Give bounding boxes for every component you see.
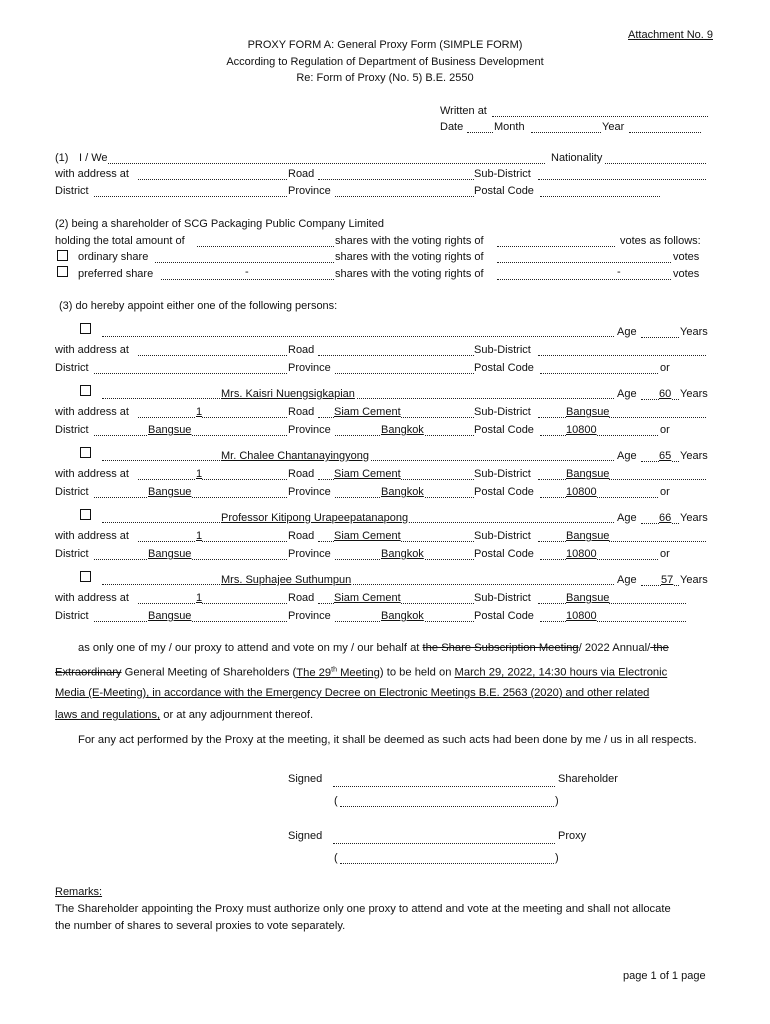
preferred-shares-dash: - xyxy=(245,266,249,278)
proxy-4-district: Bangsue xyxy=(148,610,192,622)
total-shares-field[interactable] xyxy=(197,246,334,247)
section1-number: (1) xyxy=(55,152,69,164)
proxy-1-checkbox[interactable] xyxy=(80,385,91,396)
meeting-word: Meeting xyxy=(336,666,380,679)
preferred-votes-label: votes xyxy=(673,268,700,280)
remarks-line2: the number of shares to several proxies to vote separately. xyxy=(55,920,346,932)
proxy-2-district: Bangsue xyxy=(148,486,192,498)
age-label: Age xyxy=(617,326,637,338)
shareholder-printed-name-field[interactable] xyxy=(340,806,554,807)
ordinary-voting-label: shares with the voting rights of xyxy=(335,251,484,263)
nationality-field[interactable] xyxy=(605,163,706,164)
proxy-3-road: Siam Cement xyxy=(334,530,401,542)
para-text-e: or at any adjournment thereof. xyxy=(160,709,314,721)
postal-label: Postal Code xyxy=(474,486,534,498)
postal-label: Postal Code xyxy=(474,548,534,560)
section3-line: (3) do hereby appoint either one of the following persons: xyxy=(59,300,338,312)
road-label: Road xyxy=(288,468,315,480)
proxy-3-postal-line xyxy=(540,559,658,560)
proxy-blank-subdistrict-field[interactable] xyxy=(538,355,706,356)
para-text-b: / 2022 Annual/ xyxy=(578,642,651,654)
name-field[interactable] xyxy=(108,163,545,164)
proxy-4-subdistrict-line xyxy=(538,603,686,604)
province-label: Province xyxy=(288,610,331,622)
written-at-label: Written at xyxy=(440,105,487,117)
postal-field[interactable] xyxy=(540,196,660,197)
proxy-4-subdistrict: Bangsue xyxy=(566,592,610,604)
address-label: with address at xyxy=(55,592,129,604)
proxy-4-road: Siam Cement xyxy=(334,592,401,604)
nationality-label: Nationality xyxy=(551,152,603,164)
ordinary-share-label: ordinary share xyxy=(78,251,149,263)
district-label: District xyxy=(55,424,89,436)
proxy-3-subdistrict: Bangsue xyxy=(566,530,610,542)
appointment-paragraph-line2 xyxy=(55,659,667,684)
years-label: Years xyxy=(680,450,708,462)
proxy-3-district: Bangsue xyxy=(148,548,192,560)
form-subtitle: According to Regulation of Department of Business Development xyxy=(226,56,544,68)
province-label: Province xyxy=(288,548,331,560)
address-label: with address at xyxy=(55,168,129,180)
appointment-paragraph-line4 xyxy=(55,704,313,726)
remarks-line1: The Shareholder appointing the Proxy must authorize only one proxy to attend and vote at the meeting and shall not allocate xyxy=(55,903,671,915)
meeting-number-sup: th xyxy=(331,666,337,673)
proxy-4-age: 57 xyxy=(661,574,674,586)
proxy-4-address: 1 xyxy=(196,592,203,604)
proxy-signature-field[interactable] xyxy=(333,843,555,844)
proxy-2-address-line xyxy=(138,479,287,480)
proxy-3-age: 66 xyxy=(659,512,672,524)
proxy-3-checkbox[interactable] xyxy=(80,509,91,520)
paren-close-1: ) xyxy=(555,795,559,807)
proxy-4-address-line xyxy=(138,603,287,604)
proxy-blank-name-field[interactable] xyxy=(102,336,614,337)
preferred-share-checkbox[interactable] xyxy=(57,266,68,277)
proxy-1-subdistrict-line xyxy=(538,417,706,418)
province-field[interactable] xyxy=(335,196,474,197)
district-label: District xyxy=(55,486,89,498)
age-label: Age xyxy=(617,574,637,586)
shareholder-signature-field[interactable] xyxy=(333,786,555,787)
appointment-paragraph-line1 xyxy=(78,637,669,659)
proxy-printed-name-field[interactable] xyxy=(340,863,554,864)
paren-open-1: ( xyxy=(334,795,338,807)
attachment-label: Attachment No. 9 xyxy=(628,29,713,41)
strikethrough-the: the xyxy=(650,642,669,654)
strikethrough-share-subscription: the Share Subscription Meeting xyxy=(422,642,579,654)
proxy-2-address: 1 xyxy=(196,468,203,480)
preferred-shares-field[interactable] xyxy=(161,279,334,280)
province-label: Province xyxy=(288,424,331,436)
proxy-4-name: Mrs. Suphajee Suthumpun xyxy=(221,574,352,586)
para-text-c: General Meeting of Shareholders ( xyxy=(121,666,297,679)
page-number: page 1 of 1 page xyxy=(623,970,706,982)
proxy-3-postal: 10800 xyxy=(566,548,597,560)
proxy-1-province: Bangkok xyxy=(381,424,424,436)
preferred-votes-field[interactable] xyxy=(497,279,671,280)
ordinary-votes-field[interactable] xyxy=(497,262,671,263)
date-label: Date xyxy=(440,121,464,133)
preferred-voting-label: shares with the voting rights of xyxy=(335,268,484,280)
votes-follows-label: votes as follows: xyxy=(620,235,701,247)
proxy-2-name: Mr. Chalee Chantanayingyong xyxy=(221,450,369,462)
para-text-a: as only one of my / our proxy to attend and vote on my / our behalf at xyxy=(78,642,423,654)
proxy-3-subdistrict-line xyxy=(538,541,706,542)
proxy-2-subdistrict: Bangsue xyxy=(566,468,610,480)
voting-rights-label: shares with the voting rights of xyxy=(335,235,484,247)
signed-label-proxy: Signed xyxy=(288,830,323,842)
signed-label-shareholder: Signed xyxy=(288,773,323,785)
address-label: with address at xyxy=(55,406,129,418)
years-label: Years xyxy=(680,326,708,338)
appointment-paragraph-line3: Media (E-Meeting), in accordance with the Emergency Decree on Electronic Meetings B.E. 2563 (2020) and other related xyxy=(55,687,650,699)
month-label: Month xyxy=(494,121,525,133)
subdistrict-label: Sub-District xyxy=(474,406,531,418)
subdistrict-label: Sub-District xyxy=(474,592,531,604)
para-text-d: ) to be held on xyxy=(379,666,455,679)
holding-label: holding the total amount of xyxy=(55,235,185,247)
district-label: District xyxy=(55,610,89,622)
proxy-blank-age-field[interactable] xyxy=(641,337,679,338)
postal-label: Postal Code xyxy=(474,610,534,622)
strikethrough-extraordinary: Extraordinary xyxy=(55,666,122,679)
proxy-3-address: 1 xyxy=(196,530,203,542)
road-label: Road xyxy=(288,406,315,418)
postal-label: Postal Code xyxy=(474,362,534,374)
proxy-1-subdistrict: Bangsue xyxy=(566,406,610,418)
province-label: Province xyxy=(288,486,331,498)
section2-line: (2) being a shareholder of SCG Packaging Public Company Limited xyxy=(55,218,384,230)
remarks-title: Remarks: xyxy=(55,886,103,898)
proxy-3-province: Bangkok xyxy=(381,548,424,560)
year-label: Year xyxy=(602,121,625,133)
subdistrict-label: Sub-District xyxy=(474,168,531,180)
proxy-blank-postal-field[interactable] xyxy=(540,373,658,374)
address-field[interactable] xyxy=(138,179,287,180)
district-label: District xyxy=(55,548,89,560)
laws-regulations: laws and regulations, xyxy=(55,709,161,721)
years-label: Years xyxy=(680,574,708,586)
road-label: Road xyxy=(288,168,315,180)
preferred-share-label: preferred share xyxy=(78,268,154,280)
province-label: Province xyxy=(288,185,331,197)
proxy-blank-district-field[interactable] xyxy=(94,373,287,374)
proxy-4-name-line xyxy=(102,584,614,585)
proxy-1-road: Siam Cement xyxy=(334,406,401,418)
subdistrict-field[interactable] xyxy=(538,179,706,180)
year-field[interactable] xyxy=(629,132,701,133)
ordinary-share-checkbox[interactable] xyxy=(57,250,68,261)
total-votes-field[interactable] xyxy=(497,246,615,247)
road-label: Road xyxy=(288,592,315,604)
proxy-1-age: 60 xyxy=(659,388,672,400)
proxy-2-age: 65 xyxy=(659,450,672,462)
proxy-2-road: Siam Cement xyxy=(334,468,401,480)
proxy-4-postal: 10800 xyxy=(566,610,597,622)
proxy-4-age-line xyxy=(641,585,679,586)
proxy-1-postal-line xyxy=(540,435,658,436)
years-label: Years xyxy=(680,388,708,400)
meeting-number-text: The 29 xyxy=(296,666,332,679)
subdistrict-label: Sub-District xyxy=(474,468,531,480)
paren-close-2: ) xyxy=(555,852,559,864)
proxy-1-district: Bangsue xyxy=(148,424,192,436)
proxy-1-address-line xyxy=(138,417,287,418)
proxy-4-province: Bangkok xyxy=(381,610,424,622)
district-label: District xyxy=(55,185,89,197)
subdistrict-label: Sub-District xyxy=(474,530,531,542)
age-label: Age xyxy=(617,388,637,400)
paren-open-2: ( xyxy=(334,852,338,864)
form-title: PROXY FORM A: General Proxy Form (SIMPLE FORM) xyxy=(247,39,523,51)
district-field[interactable] xyxy=(94,196,287,197)
proxy-label: Proxy xyxy=(558,830,587,842)
or-label: or xyxy=(660,548,670,560)
proxy-2-subdistrict-line xyxy=(538,479,706,480)
proxy-1-name-line xyxy=(102,398,614,399)
province-label: Province xyxy=(288,362,331,374)
iwe-label: I / We xyxy=(79,152,108,164)
proxy-blank-province-field[interactable] xyxy=(335,373,474,374)
ordinary-shares-field[interactable] xyxy=(155,262,334,263)
subdistrict-label: Sub-District xyxy=(474,344,531,356)
or-label: or xyxy=(660,362,670,374)
deemed-acts-paragraph: For any act performed by the Proxy at the meeting, it shall be deemed as such acts had been done by me / us in all respects. xyxy=(78,734,697,746)
or-label: or xyxy=(660,424,670,436)
address-label: with address at xyxy=(55,530,129,542)
written-at-field[interactable] xyxy=(492,116,708,117)
proxy-1-postal: 10800 xyxy=(566,424,597,436)
years-label: Years xyxy=(680,512,708,524)
shareholder-label: Shareholder xyxy=(558,773,618,785)
form-reference: Re: Form of Proxy (No. 5) B.E. 2550 xyxy=(296,72,474,84)
or-label: or xyxy=(660,486,670,498)
district-label: District xyxy=(55,362,89,374)
proxy-2-postal: 10800 xyxy=(566,486,597,498)
age-label: Age xyxy=(617,450,637,462)
proxy-2-checkbox[interactable] xyxy=(80,447,91,458)
road-label: Road xyxy=(288,530,315,542)
ordinary-votes-label: votes xyxy=(673,251,700,263)
date-field[interactable] xyxy=(467,132,493,133)
address-label: with address at xyxy=(55,344,129,356)
meeting-number xyxy=(296,667,380,679)
proxy-blank-address-field[interactable] xyxy=(138,355,287,356)
proxy-4-checkbox[interactable] xyxy=(80,571,91,582)
proxy-4-postal-line xyxy=(540,621,686,622)
proxy-blank-road-field[interactable] xyxy=(318,355,474,356)
proxy-3-address-line xyxy=(138,541,287,542)
proxy-2-postal-line xyxy=(540,497,658,498)
address-label: with address at xyxy=(55,468,129,480)
month-field[interactable] xyxy=(531,132,601,133)
age-label: Age xyxy=(617,512,637,524)
proxy-2-province: Bangkok xyxy=(381,486,424,498)
preferred-votes-dash: - xyxy=(617,266,621,278)
road-field[interactable] xyxy=(318,179,474,180)
proxy-1-address: 1 xyxy=(196,406,203,418)
proxy-blank-checkbox[interactable] xyxy=(80,323,91,334)
postal-label: Postal Code xyxy=(474,424,534,436)
proxy-1-name: Mrs. Kaisri Nuengsigkapian xyxy=(221,388,355,400)
road-label: Road xyxy=(288,344,315,356)
postal-label: Postal Code xyxy=(474,185,534,197)
proxy-3-name: Professor Kitipong Urapeepatanapong xyxy=(221,512,409,524)
meeting-datetime: March 29, 2022, 14:30 hours via Electronic xyxy=(454,666,668,679)
